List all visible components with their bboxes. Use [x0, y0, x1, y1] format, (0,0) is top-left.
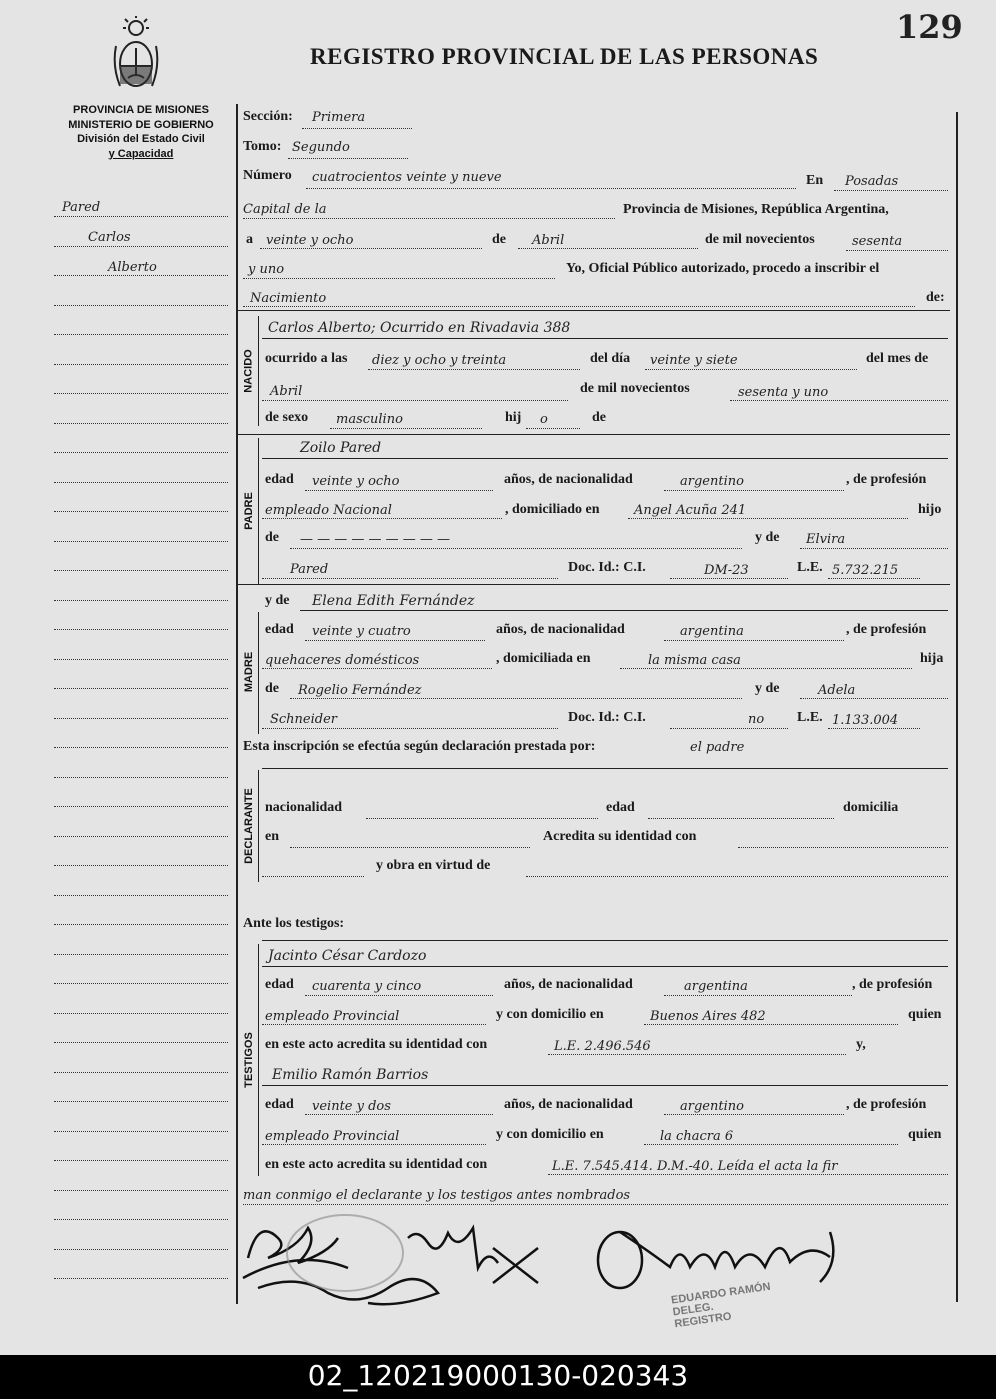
label-padre-domiciliado: , domiciliado en	[505, 502, 600, 517]
value-mes-nacimiento: Abril	[270, 384, 303, 399]
value-sexo: masculino	[336, 412, 403, 427]
margin-line	[54, 659, 228, 660]
value-testigo1-identidad: L.E. 2.496.546	[554, 1039, 651, 1054]
margin-line	[54, 1160, 228, 1161]
line-sexo	[330, 428, 482, 429]
label-t1-y: y,	[856, 1037, 866, 1052]
value-padre-madre-2: Pared	[290, 562, 329, 577]
line-madre-profesion	[262, 668, 492, 669]
value-madre-padre: Rogelio Fernández	[298, 683, 422, 698]
value-madre-madre-2: Schneider	[270, 712, 338, 727]
label-decl-nacionalidad: nacionalidad	[265, 800, 343, 815]
line-decl-edad	[648, 818, 834, 819]
value-anio-inscripcion-1: sesenta	[852, 234, 903, 249]
line-padre-nombre	[262, 458, 948, 459]
margin-line	[54, 305, 228, 306]
testigos-top-rule	[262, 940, 948, 941]
value-padre-madre-1: Elvira	[806, 532, 846, 547]
value-madre-ci: no	[748, 712, 765, 727]
margin-line	[54, 334, 228, 335]
margin-surname: Pared	[62, 200, 101, 215]
margin-line	[54, 393, 228, 394]
line-padre-padre	[290, 548, 742, 549]
label-t2-edad: edad	[265, 1097, 294, 1112]
line-madre-madre-2	[262, 728, 558, 729]
label-madre-le: L.E.	[797, 710, 823, 725]
line-madre-nacionalidad	[664, 640, 844, 641]
line-hora	[368, 369, 580, 370]
value-madre-le: 1.133.004	[832, 713, 899, 728]
label-a: a	[246, 232, 253, 247]
margin-line	[54, 718, 228, 719]
label-esta-inscripcion: Esta inscripción se efectúa según declaración prestada por:	[243, 739, 596, 754]
value-padre-nombre: Zoilo Pared	[300, 440, 382, 456]
value-nacido-nombre: Carlos Alberto; Ocurrido en Rivadavia 388	[268, 320, 571, 336]
label-t2-profesion: , de profesión	[846, 1097, 927, 1112]
label-padre-hijo: hijo	[918, 502, 942, 517]
label-del-mes: del mes de	[866, 351, 929, 366]
value-testigo2-nombre: Emilio Ramón Barrios	[272, 1067, 429, 1083]
margin-first-name: Carlos	[88, 230, 131, 245]
line-madre-padre	[290, 698, 742, 699]
side-label-declarante: DECLARANTE	[243, 788, 255, 864]
madre-top-rule	[238, 584, 950, 585]
line-acto	[243, 306, 915, 307]
margin-line	[54, 865, 228, 866]
label-t2-este-acto: en este acto acredita su identidad con	[265, 1157, 488, 1172]
testigos-divider	[258, 944, 259, 1176]
header-left	[50, 103, 232, 161]
line-padre-profesion	[262, 518, 502, 519]
label-yo-oficial: Yo, Oficial Público autorizado, procedo a inscribir el	[566, 261, 880, 276]
line-hij	[526, 428, 580, 429]
line-seccion	[302, 128, 412, 129]
margin-line	[54, 600, 228, 601]
margin-line	[54, 1190, 228, 1191]
value-testigo1-nacionalidad: argentina	[684, 979, 748, 994]
line-numero	[306, 188, 796, 189]
margin-line	[54, 924, 228, 925]
line-padre-le	[828, 578, 920, 579]
margin-line	[54, 1278, 228, 1279]
value-tomo: Segundo	[292, 140, 350, 155]
header-province: PROVINCIA DE MISIONES	[73, 104, 209, 116]
padre-top-rule	[238, 434, 950, 435]
label-t1-domicilio: y con domicilio en	[496, 1007, 604, 1022]
label-provincia: Provincia de Misiones, República Argentina,	[623, 202, 889, 217]
margin-line	[54, 688, 228, 689]
margin-second-name: Alberto	[108, 260, 157, 275]
label-t2-domicilio: y con domicilio en	[496, 1127, 604, 1142]
margin-line	[54, 541, 228, 542]
margin-line	[54, 452, 228, 453]
nacido-top-rule	[238, 310, 950, 311]
line-padre-nacionalidad	[664, 490, 844, 491]
declarante-divider	[258, 770, 259, 882]
line-mes-nacimiento	[262, 400, 568, 401]
value-padre-domicilio: Angel Acuña 241	[634, 503, 747, 518]
value-testigo2-edad: veinte y dos	[312, 1099, 391, 1114]
value-hora: diez y ocho y treinta	[372, 353, 507, 368]
margin-line	[54, 511, 228, 512]
line-t2-edad	[305, 1114, 493, 1115]
label-hij: hij	[505, 410, 522, 425]
line-decl-en	[290, 847, 530, 848]
line-decl-obra	[526, 876, 948, 877]
value-padre-profesion: empleado Nacional	[265, 503, 392, 518]
label-en: En	[806, 173, 824, 188]
coat-of-arms-icon	[108, 16, 164, 98]
line-mes-inscripcion	[518, 248, 698, 249]
line-padre-madre-2	[262, 578, 558, 579]
line-testigo2-nombre	[262, 1085, 948, 1086]
value-madre-nacionalidad: argentina	[680, 624, 744, 639]
margin-line	[54, 629, 228, 630]
line-decl-nacionalidad	[366, 818, 598, 819]
label-decl-en: en	[265, 829, 279, 844]
label-madre-anos: años, de nacionalidad	[496, 622, 625, 637]
label-t2-quien: quien	[908, 1127, 942, 1142]
label-madre-profesion: , de profesión	[846, 622, 927, 637]
header-division: División del Estado Civil	[77, 133, 205, 145]
margin-line	[54, 216, 228, 217]
right-border	[956, 112, 958, 1302]
line-lugar2	[243, 218, 615, 219]
line-madre-edad	[305, 640, 485, 641]
margin-line	[54, 246, 228, 247]
value-testigo2-nacionalidad: argentino	[680, 1099, 744, 1114]
side-label-madre: MADRE	[243, 651, 255, 693]
label-decl-domicilia: domicilia	[843, 800, 899, 815]
value-madre-nombre: Elena Edith Fernández	[312, 593, 475, 609]
line-t1-edad	[305, 995, 493, 996]
label-madre-hija: hija	[920, 651, 944, 666]
margin-line	[54, 1072, 228, 1073]
margin-line	[54, 806, 228, 807]
line-madre-madre-1	[800, 698, 948, 699]
value-padre-ci: DM-23	[704, 563, 749, 578]
line-madre-le	[828, 728, 920, 729]
margin-line	[54, 364, 228, 365]
line-tomo	[288, 158, 408, 159]
line-decl-extra	[262, 876, 364, 877]
value-dia-inscripcion: veinte y ocho	[266, 233, 354, 248]
official-stamp: EDUARDO RAMÓN DELEG. REGISTRO	[670, 1280, 772, 1331]
label-mil-novecientos-2: de mil novecientos	[580, 381, 690, 396]
value-padre-nacionalidad: argentino	[680, 474, 744, 489]
label-sexo: de sexo	[265, 410, 309, 425]
value-numero: cuatrocientos veinte y nueve	[312, 170, 502, 185]
declarante-top-rule	[262, 768, 948, 769]
line-madre-nombre	[300, 610, 948, 611]
value-padre-edad: veinte y ocho	[312, 474, 400, 489]
label-t1-anos: años, de nacionalidad	[504, 977, 633, 992]
label-del-dia: del día	[590, 351, 631, 366]
value-madre-edad: veinte y cuatro	[312, 624, 411, 639]
label-de-colon: de:	[926, 290, 945, 305]
label-padre-doc: Doc. Id.: C.I.	[568, 560, 646, 575]
line-dia-nacimiento	[645, 369, 857, 370]
line-padre-domicilio	[628, 518, 908, 519]
line-t1-identidad	[548, 1054, 846, 1055]
value-lugar: Posadas	[845, 174, 899, 189]
margin-line	[54, 275, 228, 276]
folio-number: 129	[896, 8, 963, 46]
margin-line	[54, 777, 228, 778]
header-ministry: MINISTERIO DE GOBIERNO	[68, 118, 214, 131]
line-cierre	[243, 1204, 948, 1205]
value-acto: Nacimiento	[250, 291, 327, 306]
margin-line	[54, 1042, 228, 1043]
label-madre-domiciliada: , domiciliada en	[496, 651, 591, 666]
value-madre-profesion: quehaceres domésticos	[265, 653, 420, 668]
label-decl-acredita: Acredita su identidad con	[543, 829, 697, 844]
label-numero: Número	[243, 168, 292, 183]
side-label-testigos: TESTIGOS	[243, 1032, 255, 1088]
label-madre-de: de	[265, 681, 279, 696]
label-t1-edad: edad	[265, 977, 294, 992]
side-label-padre: PADRE	[243, 492, 256, 530]
value-testigo1-domicilio: Buenos Aires 482	[650, 1009, 766, 1024]
line-t1-domicilio	[644, 1024, 898, 1025]
margin-line	[54, 983, 228, 984]
label-hij-de: de	[592, 410, 606, 425]
label-t1-profesion: , de profesión	[852, 977, 933, 992]
value-padre-padre: — — — — — — — — —	[300, 532, 451, 547]
line-testigo1-nombre	[262, 966, 948, 967]
header-capacity: y Capacidad	[108, 147, 174, 160]
value-anio-nacimiento: sesenta y uno	[738, 385, 829, 400]
line-dia-inscripcion	[260, 248, 482, 249]
label-decl-edad: edad	[606, 800, 635, 815]
line-t2-profesion	[262, 1144, 486, 1145]
value-testigo2-profesion: empleado Provincial	[265, 1129, 400, 1144]
label-mil-novecientos: de mil novecientos	[705, 232, 815, 247]
value-dia-nacimiento: veinte y siete	[650, 353, 738, 368]
margin-line	[54, 1219, 228, 1220]
value-testigo2-identidad: L.E. 7.545.414. D.M.-40. Leída el acta la fir	[552, 1159, 838, 1174]
margin-line	[54, 747, 228, 748]
margin-line	[54, 570, 228, 571]
margin-line	[54, 836, 228, 837]
label-madre-yde: y de	[265, 593, 290, 608]
line-decl-acredita	[738, 847, 948, 848]
value-testigo1-edad: cuarenta y cinco	[312, 979, 422, 994]
label-decl-obra: y obra en virtud de	[376, 858, 491, 873]
label-padre-profesion: , de profesión	[846, 472, 927, 487]
label-ante-testigos: Ante los testigos:	[243, 916, 345, 931]
label-padre-anos: años, de nacionalidad	[504, 472, 633, 487]
margin-line	[54, 1131, 228, 1132]
label-t2-anos: años, de nacionalidad	[504, 1097, 633, 1112]
margin-line	[54, 1249, 228, 1250]
margin-line	[54, 895, 228, 896]
margin-line	[54, 954, 228, 955]
line-anio-nacimiento	[730, 400, 948, 401]
label-de-mes: de	[492, 232, 506, 247]
footer-code: 02_120219000130-020343	[307, 1359, 689, 1392]
label-seccion: Sección:	[243, 109, 293, 124]
margin-line	[54, 1013, 228, 1014]
margin-line	[54, 423, 228, 424]
line-padre-edad	[305, 490, 493, 491]
line-padre-madre-1	[800, 548, 948, 549]
label-madre-doc: Doc. Id.: C.I.	[568, 710, 646, 725]
line-nacido-nombre	[262, 338, 948, 339]
line-t1-profesion	[262, 1024, 486, 1025]
value-madre-madre-1: Adela	[818, 683, 856, 698]
value-hij-suffix: o	[540, 412, 548, 427]
line-t2-nacionalidad	[664, 1114, 844, 1115]
value-cierre: man conmigo el declarante y los testigos antes nombrados	[243, 1188, 631, 1203]
line-t1-nacionalidad	[664, 995, 852, 996]
line-anio-inscripcion-1	[846, 250, 948, 251]
label-padre-yde: y de	[755, 530, 780, 545]
value-testigo2-domicilio: la chacra 6	[660, 1129, 734, 1144]
value-padre-le: 5.732.215	[832, 563, 899, 578]
label-padre-de: de	[265, 530, 279, 545]
label-padre-edad: edad	[265, 472, 294, 487]
value-mes-inscripcion: Abril	[532, 233, 565, 248]
line-t2-domicilio	[644, 1144, 898, 1145]
value-testigo1-profesion: empleado Provincial	[265, 1009, 400, 1024]
label-t1-este-acto: en este acto acredita su identidad con	[265, 1037, 488, 1052]
line-padre-ci	[670, 578, 788, 579]
label-ocurrido: ocurrido a las	[265, 351, 348, 366]
line-madre-ci	[670, 728, 788, 729]
value-testigo1-nombre: Jacinto César Cardozo	[268, 948, 427, 964]
madre-divider	[258, 612, 259, 734]
label-madre-yde2: y de	[755, 681, 780, 696]
line-anio-inscripcion-2	[243, 278, 555, 279]
nacido-divider	[258, 316, 259, 426]
label-tomo: Tomo:	[243, 139, 282, 154]
label-madre-edad: edad	[265, 622, 294, 637]
label-t1-quien: quien	[908, 1007, 942, 1022]
side-label-nacido: NACIDO	[243, 349, 256, 393]
document-title: REGISTRO PROVINCIAL DE LAS PERSONAS	[310, 44, 819, 69]
value-anio-inscripcion-2: y uno	[248, 262, 285, 277]
value-lugar2: Capital de la	[243, 202, 327, 217]
line-madre-domicilio	[620, 668, 912, 669]
value-seccion: Primera	[312, 110, 366, 125]
line-t2-identidad	[548, 1174, 948, 1175]
label-padre-le: L.E.	[797, 560, 823, 575]
line-lugar	[834, 190, 948, 191]
seal-circle	[280, 1208, 410, 1298]
margin-line	[54, 1101, 228, 1102]
padre-divider	[258, 438, 259, 584]
value-declarante: el padre	[690, 740, 745, 755]
value-madre-domicilio: la misma casa	[648, 653, 741, 668]
margin-line	[54, 482, 228, 483]
